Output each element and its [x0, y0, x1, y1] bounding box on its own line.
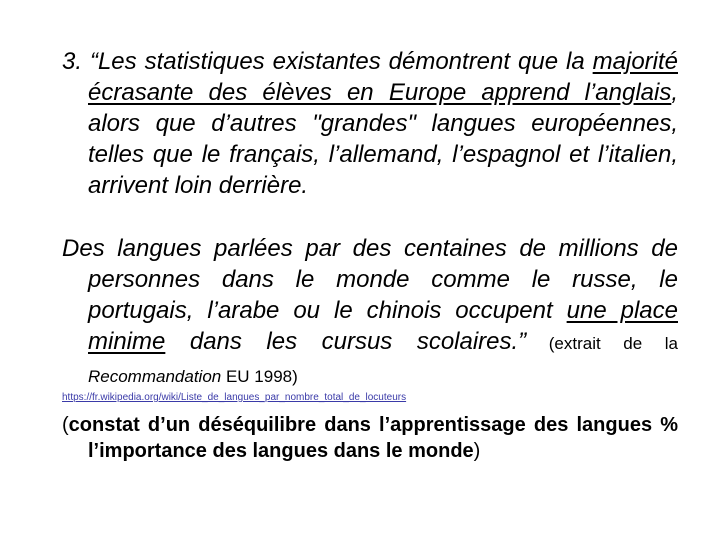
citation-open: (extrait de la [526, 334, 678, 353]
close-parenthesis: ) [473, 440, 481, 462]
citation-title: Recommandation [88, 367, 222, 386]
underlined-majority-phrase: majorité écrasante des élèves en Europe apprend l’anglais [88, 48, 678, 106]
source-link[interactable]: https://fr.wikipedia.org/wiki/Liste_de_langues_par_nombre_total_de_locuteurs [62, 392, 407, 403]
quote-paragraph-world-languages [62, 233, 678, 392]
quote-tail-text: dans les cursus scolaires.” [165, 328, 527, 355]
quote-paragraph-statistics [62, 46, 678, 201]
open-parenthesis: ( [62, 414, 69, 436]
quote-lead-text: Des langues parlées par des centaines de millions de personnes dans le monde comme le russe, le portugais, l’arabe ou le chinois occupent [62, 235, 678, 324]
citation-close: EU 1998) [221, 367, 298, 386]
quote-lead-text: 3. “Les statistiques existantes démontrent que la [62, 48, 593, 75]
quote-tail-text: , alors que d’autres "grandes" langues européennes, telles que le français, l’allemand, l’espagnol et l’italien, arrivent loin derrière. [88, 79, 678, 199]
underlined-minimal-place-phrase: une place minime [88, 297, 678, 355]
conclusion-text: constat d’un déséquilibre dans l’apprentissage des langues % l’importance des langues dans le monde [68, 414, 678, 462]
conclusion-paragraph [62, 412, 678, 464]
